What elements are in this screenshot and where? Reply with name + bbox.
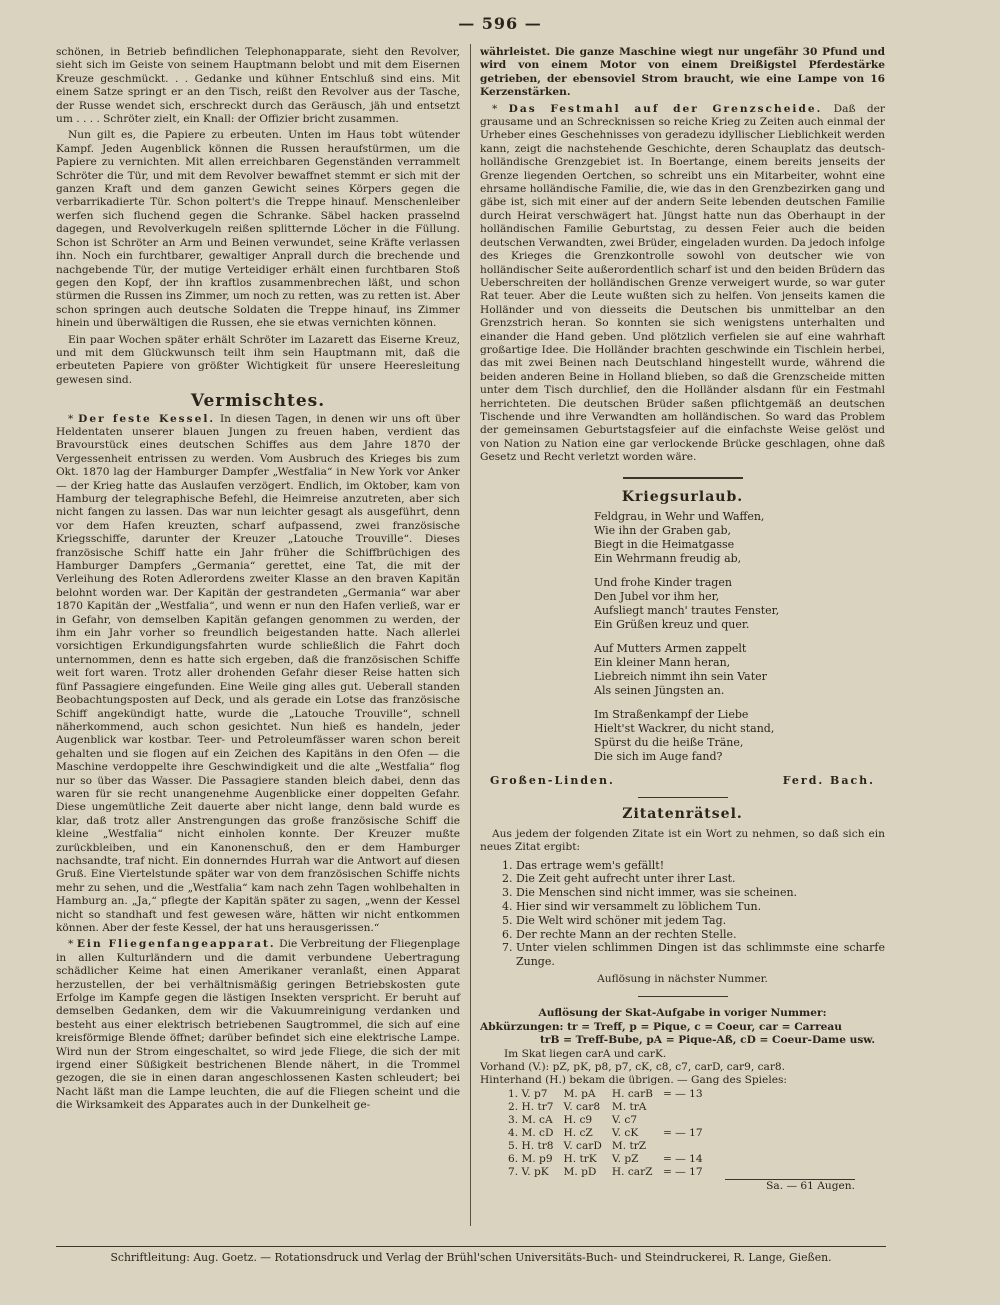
table-cell: H. trK: [563, 1152, 597, 1165]
poem-stanza: [594, 576, 885, 632]
poem-line: Den Jubel vor ihm her,: [594, 590, 720, 603]
article-fest-text: Daß der grausame und an Schrecknissen so reiche Krieg zu Zeiten auch einmal der Urheber eines Geschehnisses von geradezu idyllischer Lieblichkeit werden kann, zeigt die nachstehende Geschichte, deren Schauplatz das deutsch-holländische Grenzgebiet ist. In Boertange, einem bereits jenseits der Grenze liegenden Oertchen, so schreibt uns ein Mitarbeiter, wohnt eine ehrsame holländische Familie, die, wie das in den Grenzbezirken gang und gäbe ist, sich mit einer auf der andern Seite lebenden deutschen Familie durch Heirat verschwägert hat. Jüngst hatte nun das Oberhaupt in der holländischen Familie Geburtstag, zu dessen Feier auch die beiden deutschen Verwandten, zwei Brüder, eingeladen wurden. Da jedoch infolge des Krieges die Grenzkontrolle sowohl von deutscher wie von holländischer Seite außerordentlich scharf ist und den beiden Brüdern das Ueberschreiten der holländischen Grenze verweigert wurde, so war guter Rat teuer. Aber die Leute wußten sich zu helfen. Von jenseits kamen die Holländer und von diesseits die Deutschen bis unmittelbar an den Grenzstrich heran. So konnten sie sich wenigstens unterhalten und einander die Hand geben. Und plötzlich verfielen sie auf eine wahrhaft großartige Idee. Die Holländer brachten geschwinde ein Tischlein herbei, das mit zwei Beinen nach Deutschland hingestellt wurde, während die beiden anderen Beine in Holland blieben, so daß die Grenzscheide mitten unter dem Tisch durchlief, den die Holländer alsdann für ein Festmahl herrichteten. Die deutschen Brüder saßen pflichtgemäß an deutschen Tischende und ihre Verwandten am holländischen. So ward das Problem der gemeinsamen Geburtstagsfeier auf die einfachste Weise gelöst und von Nation zu Nation eine gar verlockende Brücke geschlagen, ohne daß Gesetz und Recht verletzt worden wäre.: [480, 102, 885, 464]
table-cell: = — 14: [662, 1152, 703, 1165]
poem-line: Die sich im Auge fand?: [594, 750, 723, 763]
story-continuation: schönen, in Betrieb befindlichen Telephonapparate, sieht den Revolver, sieht sich im Geiste von seinem Hauptmann belobt und mit dem Eisernen Kreuze geschmückt. . . Gedanke und kühner Entschluß sind eins. Mit einem Satze springt er an den Tisch, reißt den Revolver aus der Tasche, der Russe wendet sich, erschreckt durch das Geräusch, jäh und entsetzt um . . . . Schröter zielt, ein Knall: der Offizier bricht zusammen.: [56, 46, 460, 126]
table-cell: [663, 1114, 713, 1127]
table-cell: M. trA: [611, 1100, 647, 1113]
quiz-item: 6. Der rechte Mann an der rechten Stelle.: [516, 928, 885, 942]
article-fliegen-title: Ein Fliegenfangeapparat.: [76, 938, 276, 951]
page-number: — 596 —: [458, 14, 542, 33]
table-row: [508, 1101, 713, 1114]
poem: [594, 510, 885, 764]
table-cell: M. trZ: [611, 1139, 647, 1152]
poem-line: Ein Grüßen kreuz und quer.: [594, 618, 750, 631]
poem-line: Biegt in die Heimatgasse: [594, 538, 735, 551]
skat-total: Sa. — 61 Augen.: [725, 1179, 855, 1193]
poem-line: Aufsliegt manch' trautes Fenster,: [594, 604, 780, 617]
poem-line: Feldgrau, in Wehr und Waffen,: [594, 510, 765, 523]
poem-line: Ein Wehrmann freudig ab,: [594, 552, 742, 565]
poem-stanza: [594, 642, 885, 698]
article-kessel-text: In diesen Tagen, in denen wir uns oft über Heldentaten unserer blauen Jungen zu freuen haben, verdient das Bravourstück eines deutschen Schiffes aus dem Jahre 1870 der Vergessenheit entrissen zu werden. Vom Ausbruch des Krieges bis zum Okt. 1870 lag der Hamburger Dampfer „Westfalia“ in New York vor Anker — der Krieg hatte das Auslaufen verzögert. Endlich, im Oktober, kam von Hamburg der telegraphische Befehl, die Heimreise anzutreten, aber sich nicht fangen zu lassen. Das war nun leichter gesagt als ausgeführt, denn vor dem Hafen kreuzten, scharf aufpassend, zwei französische Kriegsschiffe, darunter der Kreuzer „Latouche Trouville“. Dieses französische Schiff hatte ein Jahr früher die Schiffbrüchigen des Hamburger Dampfers „Germania“ gerettet, eine Tat, die mit der Verleihung des Roten Adlerordens zweiter Klasse an den braven Kapitän belohnt worden war. Der Kapitän der gestrandeten „Germania“ war aber 1870 Kapitän der „Westfalia“, und wenn er nun den Hafen verließ, war er in Gefahr, von demselben Kapitän gefangen genommen zu werden, der ihm ein Jahr vorher so freundlich beigestanden hatte. Nach allerlei vorsichtigen Erkundigungsfahrten wurde schließlich die Fahrt doch unternommen, denn es hatte sich ergeben, daß die französischen Schiffe weit fort waren. Trotz aller drohenden Gefahr dieser Reise hatten sich fünf Passagiere eingefunden. Eine Weile ging alles gut. Ueberall standen Beobachtungsposten auf Deck, und als gerade ein Lotse das französische Schiff angekündigt hatte, wurde die „Latouche Trouville“, schnell näherkommend, auch schon gesichtet. Nun hieß es handeln, jeder Augenblick war kostbar. Teer- und Petroleumfässer waren schon bereit gehalten und sie flogen auf ein Zeichen des Kapitäns in den Ofen — die Maschine verdoppelte ihre Geschwindigkeit und die alte „Westfalia“ flog nur so über das Wasser. Die Passagiere standen bleich dabei, denn das waren für sie recht unangenehme Augenblicke einer doppelten Gefahr. Diese ungemütliche Zeit dauerte aber nicht lange, denn bald wurde es klar, daß trotz aller Anstrengungen das große französische Schiff die kleine „Westfalia“ nicht einholen konnte. Der Kreuzer mußte zurückbleiben, und ein Kanonenschuß, den er dem Hamburger nachsandte, traf nicht. Ein donnerndes Hurrah war die Antwort auf diesen Gruß. Eine Viertelstunde später war von dem französischen Schiffe nichts mehr zu sehen, und die „Westfalia“ kam nach zehn Tagen wohlbehalten in Hamburg an. „Ja,“ pflegte der Kapitän später zu sagen, „wenn der Kessel nicht so standhaft und fest gewesen wäre, hätten wir nicht entkommen können. Aber der feste Kessel, der hat uns herausgerissen.“: [56, 412, 460, 934]
poem-line: Im Straßenkampf der Liebe: [594, 708, 749, 721]
article-fest: * Das Festmahl auf der Grenzscheide. Daß der grausame und an Schrecknissen so reiche Krieg zu Zeiten auch einmal der Urheber eines Geschehnisses von geradezu idyllischer Lieblichkeit werden kann, zeigt die nachstehende Geschichte, deren Schauplatz das deutsch-holländische Grenzgebiet ist. In Boertange, einem bereits jenseits der Grenze liegenden Oertchen, so schreibt uns ein Mitarbeiter, wohnt eine ehrsame holländische Familie, die, wie das in den Grenzbezirken gang und gäbe ist, sich mit einer auf der andern Seite lebenden deutschen Familie durch Heirat verschwägert hat. Jüngst hatte nun das Oberhaupt in der holländischen Familie Geburtstag, zu dessen Feier auch die beiden deutschen Verwandten, zwei Brüder, eingeladen wurden. Da jedoch infolge des Krieges die Grenzkontrolle sowohl von deutscher wie von holländischer Seite außerordentlich scharf ist und den beiden Brüdern das Ueberschreiten der holländischen Grenze verweigert wurde, so war guter Rat teuer. Aber die Leute wußten sich zu helfen. Von jenseits kamen die Holländer und von diesseits die Deutschen bis unmittelbar an den Grenzstrich heran. So konnten sie sich wenigstens unterhalten und einander die Hand geben. Und plötzlich verfielen sie auf eine wahrhaft großartige Idee. Die Holländer brachten geschwinde ein Tischlein herbei, das mit zwei Beinen nach Deutschland hingestellt wurde, während die beiden anderen Beine in Holland blieben, so daß die Grenzscheide mitten unter dem Tisch durchlief, den die Holländer alsdann für ein Festmahl herrichteten. Die deutschen Brüder saßen pflichtgemäß an deutschen Tischende und ihre Verwandten am holländischen. So ward das Problem der gemeinsamen Geburtstagsfeier auf die einfachste Weise gelöst und von Nation zu Nation eine gar verlockende Brücke geschlagen, ohne daß Gesetz und Recht verletzt worden wäre.: [480, 102, 885, 464]
table-cell: H. carB: [611, 1087, 653, 1100]
poem-line: Liebreich nimmt ihn sein Vater: [594, 670, 767, 683]
quiz-title: Zitatenrätsel.: [622, 806, 743, 823]
separator-rule: [623, 477, 743, 479]
section-heading: Vermischtes.: [190, 391, 326, 412]
imprint-footer: Schriftleitung: Aug. Goetz. — Rotationsdruck und Verlag der Brühl'schen Universitäts-Buch- und Steindruckerei, R. Lange, Gießen.: [56, 1246, 886, 1264]
quiz-solution-note: Auflösung in nächster Nummer.: [597, 973, 768, 985]
table-cell: V. carD: [563, 1139, 602, 1152]
skat-line-1: Im Skat liegen carA und carK.: [504, 1047, 667, 1060]
table-cell: = — 13: [662, 1087, 703, 1100]
poem-line: Hielt'st Wackrer, du nicht stand,: [594, 722, 775, 735]
table-cell: H. carZ: [611, 1165, 653, 1178]
table-row: [508, 1127, 713, 1140]
skat-abbrev-2: trB = Treff-Bube, pA = Pique-Aß, cD = Coeur-Dame usw.: [540, 1034, 876, 1047]
poem-line: Wie ihn der Graben gab,: [594, 524, 732, 537]
skat-abbrev-1: Abkürzungen: tr = Treff, p = Pique, c = Coeur, car = Carreau: [480, 1020, 842, 1033]
story-paragraph-2: Nun gilt es, die Papiere zu erbeuten. Unten im Haus tobt wütender Kampf. Jeden Augenblick können die Russen heraufstürmen, um die Papiere zu vernichten. Mit allen erreichbaren Gegenständen verrammelt Schröter die Tür, und mit dem Revolver bewaffnet stemmt er sich mit der ganzen Kraft und dem ganzen Gewicht seines Körpers gegen die verbarrikadierte Tür. Schon poltert's die Treppe hinauf. Menschenleiber werfen sich fluchend gegen die Schranke. Säbel hacken prasselnd dagegen, und Revolverkugeln reißen splitternde Löcher in die Füllung. Schon ist Schröter an Arm und Beinen verwundet, seine Kräfte verlassen ihn. Noch ein furchtbarer, gewaltiger Anprall durch die brechende und nachgebende Tür, der mutige Verteidiger erhält einen furchtbaren Stoß gegen den Kopf, der ihn kraftlos zusammenbrechen läßt, und schon stürmen die Russen ins Zimmer, um noch zu retten, was zu retten ist. Aber schon springen auch deutsche Soldaten die Treppe hinauf, ins Zimmer hinein und überwältigen die Russen, ehe sie etwas vernichten können.: [56, 129, 460, 330]
quiz-list: [500, 859, 885, 969]
skat-line-2: Vorhand (V.): pZ, pK, p8, p7, cK, c8, c7, carD, car9, car8.: [480, 1061, 786, 1074]
article-fliegen-end: währleistet. Die ganze Maschine wiegt nur ungefähr 30 Pfund und wird von einem Motor von einem Dreißigstel Pferdestärke getrieben, der ebensoviel Strom braucht, wie eine Lampe von 16 Kerzenstärken.: [480, 46, 885, 99]
quiz-item: 7. Unter vielen schlimmen Dingen ist das schlimmste eine scharfe Zunge.: [516, 941, 885, 969]
article-fest-title: Das Festmahl auf der Grenzscheide.: [508, 102, 823, 115]
skat-line-3: Hinterhand (H.) bekam die übrigen. — Gang des Spieles:: [480, 1074, 787, 1087]
table-cell: H. c9: [563, 1113, 593, 1126]
poem-place: Großen-Linden.: [490, 774, 615, 787]
table-row: [508, 1114, 713, 1127]
skat-title: Auflösung der Skat-Aufgabe in voriger Nummer:: [538, 1007, 827, 1020]
quiz-intro: Aus jedem der folgenden Zitate ist ein Wort zu nehmen, so daß sich ein neues Zitat ergibt:: [480, 827, 885, 854]
poem-line: Spürst du die heiße Träne,: [594, 736, 744, 749]
poem-signature: [490, 774, 875, 787]
table-cell: H. cZ: [563, 1126, 593, 1139]
right-column: [480, 46, 885, 1193]
separator-rule: [638, 996, 728, 997]
table-row: [508, 1153, 713, 1166]
separator-rule: [638, 797, 728, 798]
quiz-item: 3. Die Menschen sind nicht immer, was sie scheinen.: [516, 886, 885, 900]
quiz-item: 5. Die Welt wird schöner mit jedem Tag.: [516, 914, 885, 928]
table-cell: 1. V. p7: [508, 1087, 548, 1100]
poem-line: Als seinen Jüngsten an.: [594, 684, 725, 697]
table-cell: = — 17: [662, 1126, 703, 1139]
table-cell: 6. M. p9: [508, 1152, 553, 1165]
story-paragraph-3: Ein paar Wochen später erhält Schröter im Lazarett das Eiserne Kreuz, und mit dem Glückwunsch teilt ihm sein Hauptmann mit, daß die erbeuteten Papiere von größter Wichtigkeit für unsere Heeresleitung gewesen sind.: [56, 333, 460, 386]
table-cell: M. pD: [563, 1165, 597, 1178]
article-fliegen: * Ein Fliegenfangeapparat. Die Verbreitung der Fliegenplage in allen Kulturländern und die damit verbundene Uebertragung schädlicher Keime hat einen Amerikaner veranlaßt, einen Apparat herzustellen, der bei verhältnismäßig geringen Betriebskosten gute Erfolge im Kampfe gegen die lästigen Insekten verspricht. Er beruht auf demselben Gedanken, dem wir die Vakuumreinigung verdanken und besteht aus einer elektrisch betriebenen Saugtrommel, die sich auf eine kreisförmige Blende öffnet; darüber befindet sich eine elektrische Lampe. Wird nun der Strom eingeschaltet, so wird jede Fliege, die sich der mit irgend einer Süßigkeit bestrichenen Blende nähert, in die Trommel gezogen, die sie in einen daran angeschlossenen Kasten schleudert; bei Nacht läßt man die Lampe leuchten, die auf die Fliegen scheint und die die Wirksamkeit des Apparates auch in der Dunkelheit ge-: [56, 938, 461, 1112]
table-cell: V. pZ: [611, 1152, 639, 1165]
table-cell: 5. H. tr8: [508, 1139, 554, 1152]
poem-title: Kriegsurlaub.: [621, 488, 744, 505]
table-cell: 7. V. pK: [508, 1165, 549, 1178]
table-cell: 3. M. cA: [508, 1113, 553, 1126]
poem-author: Ferd. Bach.: [782, 774, 875, 787]
article-fliegen-text: Die Verbreitung der Fliegenplage in allen Kulturländern und die damit verbundene Uebertragung schädlicher Keime hat einen Amerikaner veranlaßt, einen Apparat herzustellen, der bei verhältnismäßig geringen Betriebskosten gute Erfolge im Kampfe gegen die lästigen Insekten verspricht. Er beruht auf demselben Gedanken, dem wir die Vakuumreinigung verdanken und besteht aus einer elektrisch betriebenen Saugtrommel, die sich auf eine kreisförmige Blende öffnet; darüber befindet sich eine elektrische Lampe. Wird nun der Strom eingeschaltet, so wird jede Fliege, die sich der mit irgend einer Süßigkeit bestrichenen Blende nähert, in die Trommel gezogen, die sie in einen daran angeschlossenen Kasten schleudert; bei Nacht läßt man die Lampe leuchten, die auf die Fliegen scheint und die die Wirksamkeit des Apparates auch in der Dunkelheit ge-: [56, 938, 461, 1112]
poem-stanza: [594, 510, 885, 566]
table-cell: V. car8: [563, 1100, 601, 1113]
table-row: [508, 1166, 713, 1179]
table-cell: V. cK: [611, 1126, 639, 1139]
table-cell: 4. M. cD: [508, 1126, 554, 1139]
table-cell: M. pA: [563, 1087, 596, 1100]
poem-stanza: [594, 708, 885, 764]
quiz-item: 4. Hier sind wir versammelt zu löblichem Tun.: [516, 900, 885, 914]
table-cell: [663, 1140, 713, 1153]
table-cell: 2. H. tr7: [508, 1100, 554, 1113]
quiz-item: 1. Das ertrage wem's gefällt!: [516, 859, 885, 873]
table-cell: V. c7: [611, 1113, 638, 1126]
column-divider: [470, 44, 471, 1226]
skat-table: [508, 1088, 713, 1179]
quiz-item: 2. Die Zeit geht aufrecht unter ihrer Last.: [516, 872, 885, 886]
article-kessel: * Der feste Kessel. In diesen Tagen, in denen wir uns oft über Heldentaten unserer blauen Jungen zu freuen haben, verdient das Bravourstück eines deutschen Schiffes aus dem Jahre 1870 der Vergessenheit entrissen zu werden. Vom Ausbruch des Krieges bis zum Okt. 1870 lag der Hamburger Dampfer „Westfalia“ in New York vor Anker — der Krieg hatte das Auslaufen verzögert. Endlich, im Oktober, kam von Hamburg der telegraphische Befehl, die Heimreise anzutreten, aber sich nicht fangen zu lassen. Das war nun leichter gesagt als ausgeführt, denn vor dem Hafen kreuzten, scharf aufpassend, zwei französische Kriegsschiffe, darunter der Kreuzer „Latouche Trouville“. Dieses französische Schiff hatte ein Jahr früher die Schiffbrüchigen des Hamburger Dampfers „Germania“ gerettet, eine Tat, die mit der Verleihung des Roten Adlerordens zweiter Klasse an den braven Kapitän belohnt worden war. Der Kapitän der gestrandeten „Germania“ war aber 1870 Kapitän der „Westfalia“, und wenn er nun den Hafen verließ, war er in Gefahr, von demselben Kapitän gefangen genommen zu werden, der ihm ein Jahr vorher so freundlich beigestanden hatte. Nach allerlei vorsichtigen Erkundigungsfahrten wurde schließlich die Fahrt doch unternommen, denn es hatte sich ergeben, daß die französischen Schiffe weit fort waren. Trotz aller drohenden Gefahr dieser Reise hatten sich fünf Passagiere eingefunden. Eine Weile ging alles gut. Ueberall standen Beobachtungsposten auf Deck, und als gerade ein Lotse das französische Schiff angekündigt hatte, wurde die „Latouche Trouville“, schnell näherkommend, auch schon gesichtet. Nun hieß es handeln, jeder Augenblick war kostbar. Teer- und Petroleumfässer waren schon bereit gehalten und sie flogen auf ein Zeichen des Kapitäns in den Ofen — die Maschine verdoppelte ihre Geschwindigkeit und die alte „Westfalia“ flog nur so über das Wasser. Die Passagiere standen bleich dabei, denn das waren für sie recht unangenehme Augenblicke einer doppelten Gefahr. Diese ungemütliche Zeit dauerte aber nicht lange, denn bald wurde es klar, daß trotz aller Anstrengungen das große französische Schiff die kleine „Westfalia“ nicht einholen konnte. Der Kreuzer mußte zurückbleiben, und ein Kanonenschuß, den er dem Hamburger nachsandte, traf nicht. Ein donnerndes Hurrah war die Antwort auf diesen Gruß. Eine Viertelstunde später war von dem französischen Schiffe nichts mehr zu sehen, und die „Westfalia“ kam nach zehn Tagen wohlbehalten in Hamburg an. „Ja,“ pflegte der Kapitän später zu sagen, „wenn der Kessel nicht so standhaft und fest gewesen wäre, hätten wir nicht entkommen können. Aber der feste Kessel, der hat uns herausgerissen.“: [56, 412, 460, 934]
poem-line: Und frohe Kinder tragen: [594, 576, 732, 589]
poem-line: Auf Mutters Armen zappelt: [594, 642, 747, 655]
table-cell: [663, 1101, 713, 1114]
left-column: [56, 46, 460, 1116]
poem-line: Ein kleiner Mann heran,: [594, 656, 731, 669]
table-cell: = — 17: [662, 1165, 703, 1178]
table-row: [508, 1140, 713, 1153]
table-row: [508, 1088, 713, 1101]
article-kessel-title: Der feste Kessel.: [78, 412, 216, 425]
